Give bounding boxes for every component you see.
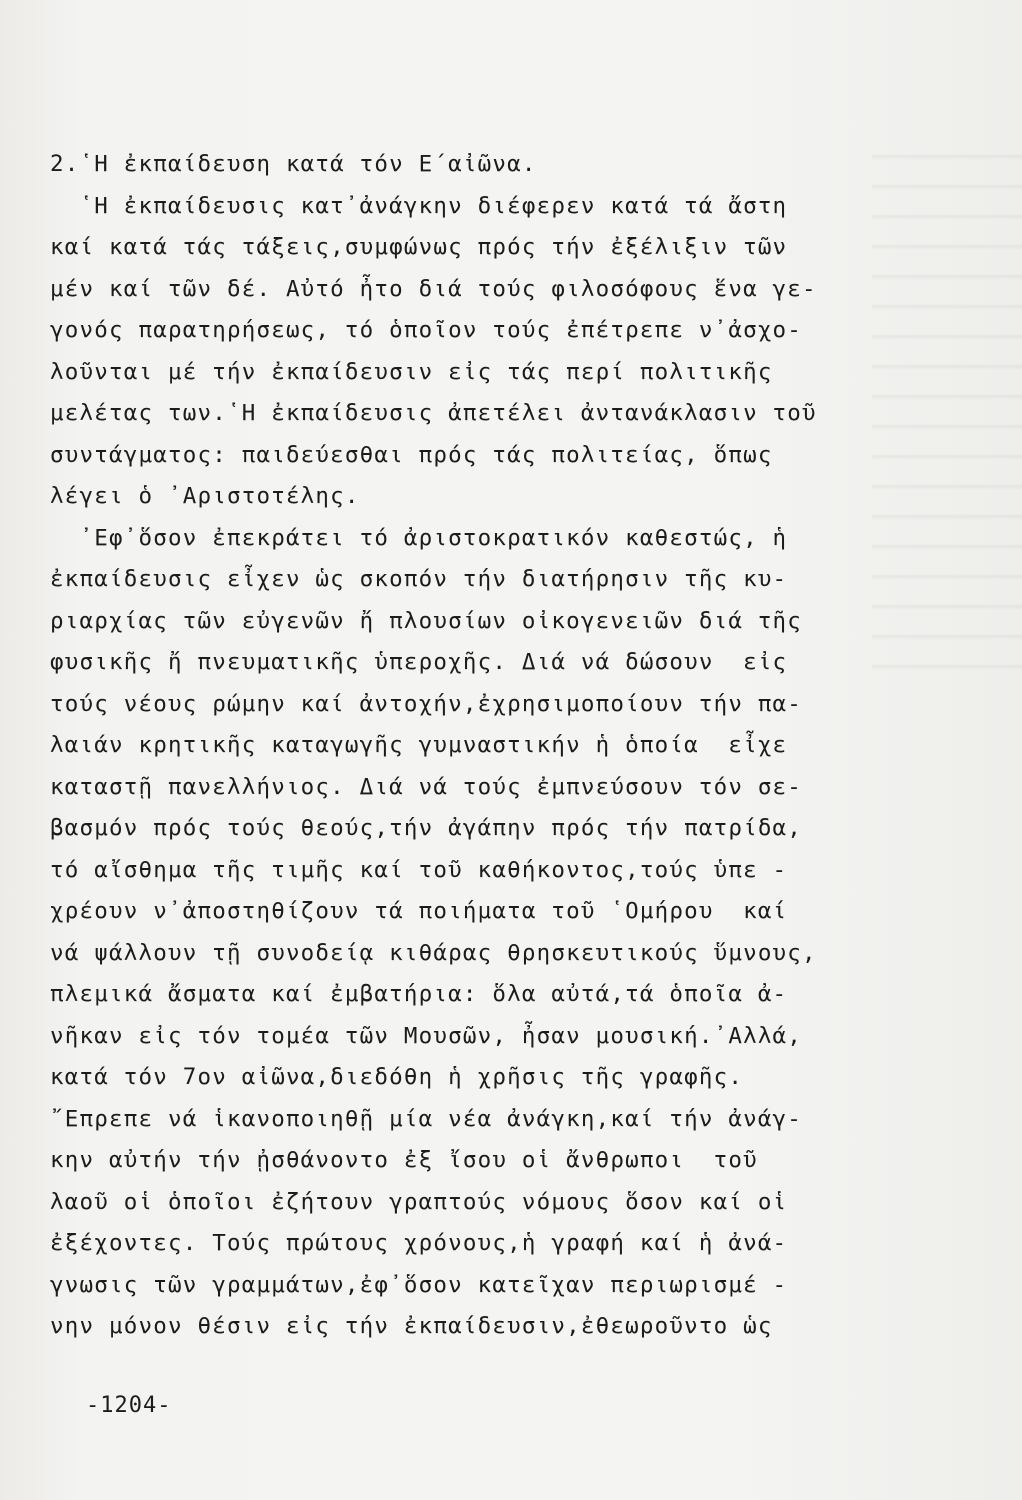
text-line: ἐκπαίδευσις εἶχεν ὡς σκοπόν τήν διατήρησιν τῆς κυ- xyxy=(50,566,788,592)
body-text xyxy=(50,144,910,1348)
text-line: τούς νέους ρώμην καί ἀντοχήν,ἐχρησιμοποίουν τήν πα- xyxy=(50,690,803,717)
text-line: ἐξέχοντες. Τούς πρώτους χρόνους,ἡ γραφή καί ἡ ἀνά- xyxy=(50,1230,788,1256)
text-line: τό αἴσθημα τῆς τιμῆς καί τοῦ καθήκοντος,τούς ὑπε - xyxy=(50,856,788,883)
text-line: χρέουν ν᾽ἀποστηθίζουν τά ποιήματα τοῦ ῾Ομήρου καί xyxy=(50,898,788,924)
text-line: λοῦνται μέ τήν ἐκπαίδευσιν εἰς τάς περί πολιτικῆς xyxy=(50,358,773,385)
text-line: βασμόν πρός τούς θεούς,τήν ἀγάπην πρός τήν πατρίδα, xyxy=(50,815,803,841)
text-line: γνωσις τῶν γραμμάτων,ἐφ᾽ὅσον κατεῖχαν περιωρισμέ - xyxy=(50,1271,788,1298)
text-line: κην αὐτήν τήν ᾐσθάνοντο ἐξ ἴσου οἱ ἄνθρωποι τοῦ xyxy=(50,1147,758,1173)
text-line: καί κατά τάς τάξεις,συμφώνως πρός τήν ἐξέλιξιν τῶν xyxy=(50,234,788,260)
text-line: λαοῦ οἱ ὁποῖοι ἐζήτουν γραπτούς νόμους ὅσον καί οἱ xyxy=(50,1188,788,1215)
text-line: νην μόνον θέσιν εἰς τήν ἐκπαίδευσιν,ἐθεωροῦντο ὡς xyxy=(50,1313,773,1339)
text-line: ᾽Εφ᾽ὅσον ἐπεκράτει τό ἀριστοκρατικόν καθεστώς, ἡ xyxy=(50,524,788,551)
text-line: μέν καί τῶν δέ. Αὐτό ἦτο διά τούς φιλοσόφους ἕνα γε- xyxy=(50,275,817,302)
text-line: 2.῾Η ἐκπαίδευση κατά τόν Ε΄αἰῶνα. xyxy=(50,151,537,177)
text-line: πλεμικά ἄσματα καί ἐμβατήρια: ὅλα αὐτά,τά ὁποῖα ἀ- xyxy=(50,981,788,1007)
text-line: νῆκαν εἰς τόν τομέα τῶν Μουσῶν, ἦσαν μουσική.᾽Αλλά, xyxy=(50,1022,803,1049)
text-line: φυσικῆς ἤ πνευματικῆς ὑπεροχῆς. Διά νά δώσουν εἰς xyxy=(50,649,788,675)
text-line: λαιάν κρητικῆς καταγωγῆς γυμναστικήν ἡ ὁποία εἶχε xyxy=(50,732,788,758)
text-line: συντάγματος: παιδεύεσθαι πρός τάς πολιτείας, ὅπως xyxy=(50,441,773,468)
text-line: μελέτας των.῾Η ἐκπαίδευσις ἀπετέλει ἀντανάκλασιν τοῦ xyxy=(50,400,817,426)
text-line: ῾Η ἐκπαίδευσις κατ᾽ἀνάγκην διέφερεν κατά τά ἄστη xyxy=(50,192,788,219)
page-number: -1204- xyxy=(86,1393,172,1418)
text-line: λέγει ὁ ᾽Αριστοτέλης. xyxy=(50,483,360,509)
text-line: κατά τόν 7ον αἰῶνα,διεδόθη ἡ χρῆσις τῆς γραφῆς. xyxy=(50,1064,744,1090)
text-line: ῎Επρεπε νά ἱκανοποιηθῇ μία νέα ἀνάγκη,καί τήν ἀνάγ- xyxy=(50,1105,803,1132)
text-line: ριαρχίας τῶν εὐγενῶν ἤ πλουσίων οἰκογενειῶν διά τῆς xyxy=(50,607,803,634)
text-line: νά ψάλλουν τῇ συνοδείᾳ κιθάρας θρησκευτικούς ὕμνους, xyxy=(50,939,817,966)
text-line: γονός παρατηρήσεως, τό ὁποῖον τούς ἐπέτρεπε ν᾽ἀσχο- xyxy=(50,317,803,343)
text-line: καταστῇ πανελλήνιος. Διά νά τούς ἐμπνεύσουν τόν σε- xyxy=(50,773,803,800)
